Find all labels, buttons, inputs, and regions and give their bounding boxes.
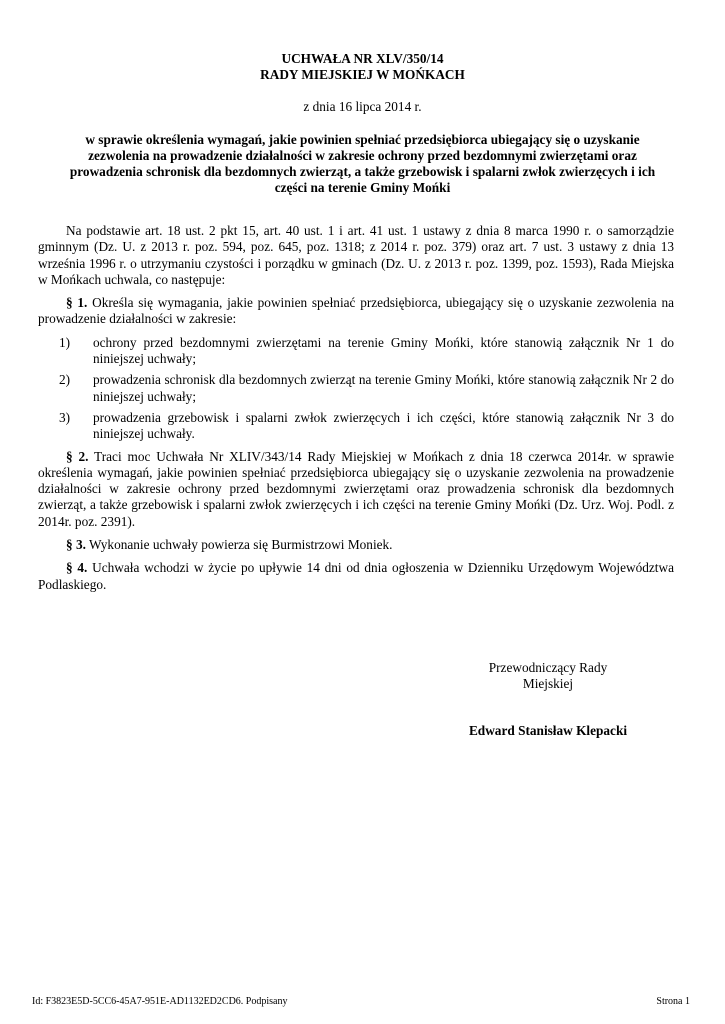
list-item-number: 1) [59, 334, 71, 350]
section-4-paragraph [38, 560, 674, 593]
page-number: Strona 1 [656, 996, 690, 1007]
section-1-list [38, 335, 674, 443]
list-item-text: ochrony przed bezdomnymi zwierzętami na terenie Gminy Mońki, które stanowią załącznik Nr 1 do niniejszej uchwały; [93, 334, 674, 367]
section-3-text: Wykonanie uchwały powierza się Burmistrzowi Moniek. [85, 537, 393, 553]
signature-role [418, 660, 678, 692]
document-id: Id: F3823E5D-5CC6-45A7-951E-AD1132ED2CD6. Podpisany [32, 996, 288, 1007]
section-1-text: Określa się wymagania, jakie powinien spełniać przedsiębiorca, ubiegający się o uzyskanie zezwolenia na prowadzenie działalności w zakresie: [38, 295, 675, 327]
signature-role-line-2: Miejskiej [522, 676, 574, 691]
list-item-number: 3) [59, 409, 71, 425]
preamble-paragraph: Na podstawie art. 18 ust. 2 pkt 15, art. 40 ust. 1 i art. 41 ust. 1 ustawy z dnia 8 marca 1990 r. o samorządzie gminnym (Dz. U. z 2013 r. poz. 594, poz. 645, poz. 1318; z 2014 r. poz. 379) oraz art. 7 ust. 3 ustawy z dnia 13 września 1996 r. o utrzymaniu czystości i porządku w gminach (Dz. U. z 2013 r. poz. 1399, poz. 1593), Rada Miejska w Mońkach uchwala, co następuje: [38, 223, 674, 287]
list-item-text: prowadzenia grzebowisk i spalarni zwłok zwierzęcych i ich części, które stanowią załącznik Nr 3 do niniejszej uchwały. [93, 409, 674, 442]
list-item [38, 372, 674, 405]
signature-name: Edward Stanisław Klepacki [468, 723, 628, 738]
section-2-paragraph [38, 449, 674, 530]
document-subject: w sprawie określenia wymagań, jakie powinien spełniać przedsiębiorca ubiegający się o uzyskanie zezwolenia na prowadzenie działalności w zakresie ochrony przed bezdomnymi zwierzętami oraz prowadzenia schronisk dla bezdomnych zwierząt, a także grzebowisk i spalarni zwłok zwierzęcych i ich części na terenie Gminy Mońki [69, 132, 656, 195]
list-item-text: prowadzenia schronisk dla bezdomnych zwierząt na terenie Gminy Mońki, które stanowią załącznik Nr 2 do niniejszej uchwały; [93, 372, 674, 404]
section-3-paragraph [38, 537, 674, 553]
document-date: z dnia 16 lipca 2014 r. [303, 99, 422, 114]
list-item-number: 2) [59, 372, 71, 388]
section-2-text: Traci moc Uchwała Nr XLIV/343/14 Rady Miejskiej w Mońkach z dnia 18 czerwca 2014r. w sprawie określenia wymagań, jakie powinien spełniać przedsiębiorca ubiegający się o uzyskanie zezwolenia na prowadzenie działalności w zakresie ochrony przed bezdomnymi zwierzętami oraz prowadzenia schronisk dla bezdomnych zwierząt, a także grzebowisk i spalarni zwłok zwierzęcych i ich części na terenie Gminy Mońki (Dz. Urz. Woj. Podl. z 2014r. poz. 2391). [38, 448, 675, 529]
section-2-label: § 2. [66, 448, 89, 464]
section-1-paragraph [38, 295, 674, 328]
section-3-label: § 3. [66, 537, 86, 553]
title-line-2: RADY MIEJSKIEJ W MOŃKACH [260, 67, 465, 82]
list-item [38, 335, 674, 368]
document-title [0, 51, 725, 83]
section-4-label: § 4. [66, 560, 88, 576]
document-body [38, 223, 674, 600]
list-item [38, 410, 674, 443]
section-1-label: § 1. [66, 295, 88, 311]
section-4-text: Uchwała wchodzi w życie po upływie 14 dni od dnia ogłoszenia w Dzienniku Urzędowym Województwa Podlaskiego. [38, 560, 674, 592]
signature-role-line-1: Przewodniczący Rady [488, 660, 608, 675]
title-line-1: UCHWAŁA NR XLV/350/14 [281, 51, 444, 66]
